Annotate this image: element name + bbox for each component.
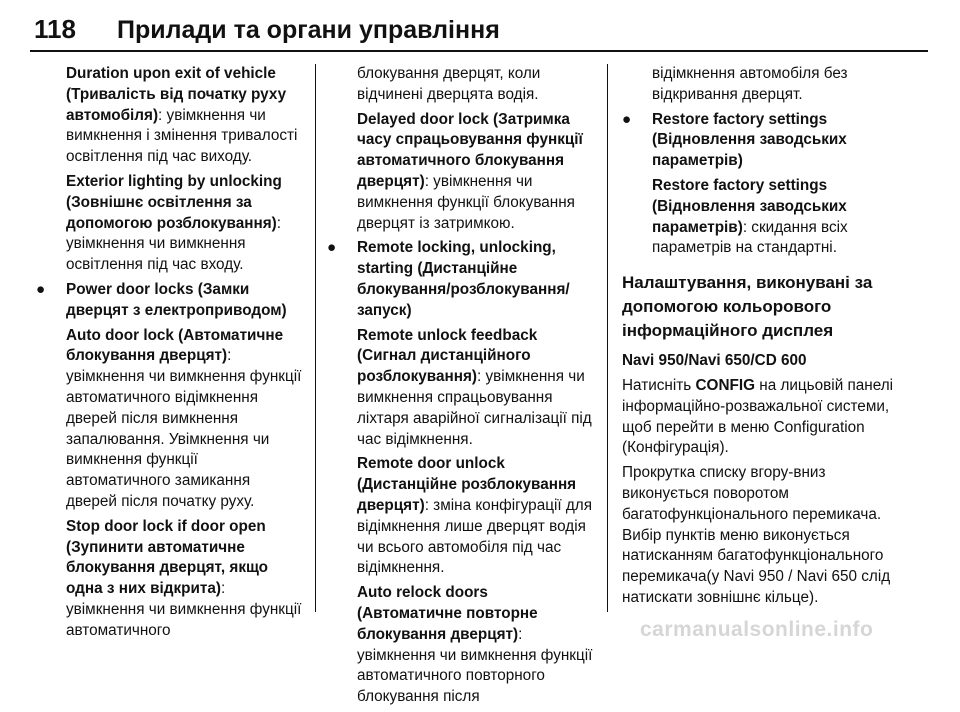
paragraph: відімкнення автомобіля без відкривання дверцят. xyxy=(652,65,848,103)
paragraph: Прокрутка списку вгору-вниз виконується поворотом багатофункціонального перемикача. Вибір пунктів меню виконується натисканням багатофункціонального перемикача(у Navi 950 / Navi 650 слід натискати зовнішнє кільце). xyxy=(622,464,891,606)
term: Remote unlock feedback (Сигнал дистанційного розблокування) xyxy=(357,326,538,386)
page-header xyxy=(0,0,960,52)
term: Remote door unlock (Дистанційне розблокування дверцят) xyxy=(357,455,577,514)
bullet-icon: ● xyxy=(327,239,337,257)
term: Restore factory settings (Відновлення заводських параметрів) xyxy=(652,176,847,236)
paragraph xyxy=(357,326,595,451)
text: на лицьовій панелі інформаційно-розважальної системи, щоб перейти в меню Configuration (Конфігурація). xyxy=(622,376,894,457)
section-heading: Налаштування, виконувані за допомогою кольорового інформаційного дисплея xyxy=(622,273,873,341)
definition: : увімкнення чи вимкнення функції автоматичного xyxy=(66,580,302,639)
column-divider-left xyxy=(315,64,316,612)
bullet-title: Remote locking, unlocking, starting (Дистанційне блокування/розблокування/запуск) xyxy=(357,239,570,319)
paragraph: блокування дверцят, коли відчинені дверцята водія. xyxy=(357,65,541,103)
column-3 xyxy=(622,64,894,613)
paragraph xyxy=(652,176,894,259)
bullet-icon: ● xyxy=(622,110,632,128)
paragraph xyxy=(357,454,595,579)
text: Натисніть xyxy=(622,376,696,394)
paragraph xyxy=(66,517,302,642)
paragraph xyxy=(357,583,595,708)
definition: : увімкнення чи вимкнення і змінення тривалості освітлення під час виходу. xyxy=(66,106,298,166)
paragraph xyxy=(66,172,302,276)
bullet-item xyxy=(622,110,894,172)
page-number: 118 xyxy=(34,14,76,44)
bullet-item xyxy=(327,238,595,321)
definition: : увімкнення чи вимкнення спрацьовування ліхтаря аварійної сигналізації під час відімкнення. xyxy=(357,368,592,448)
paragraph xyxy=(66,64,302,168)
header-rule xyxy=(30,50,928,52)
watermark: carmanualsonline.info xyxy=(640,618,874,641)
paragraph xyxy=(357,110,595,235)
definition: : скидання всіх параметрів на стандартні. xyxy=(652,218,848,257)
paragraph xyxy=(66,326,302,513)
paragraph xyxy=(622,376,894,459)
column-1 xyxy=(36,64,302,646)
bullet-title: Power door locks (Замки дверцят з електроприводом) xyxy=(66,280,287,319)
bullet-icon: ● xyxy=(36,280,46,298)
page-title: Прилади та органи управління xyxy=(117,16,500,44)
definition: : увімкнення чи вимкнення функції автоматичного повторного блокування після xyxy=(357,625,593,706)
term: Duration upon exit of vehicle (Тривалість від початку руху автомобіля) xyxy=(66,65,287,124)
definition: : увімкнення чи вимкнення освітлення під час входу. xyxy=(66,214,281,274)
term: Exterior lighting by unlocking (Зовнішнє освітлення за допомогою розблокування) xyxy=(66,172,282,232)
term: Delayed door lock (Затримка часу спрацьовування функції автоматичного блокування дверцят) xyxy=(357,110,583,190)
column-2 xyxy=(327,64,595,712)
definition: : увімкнення чи вимкнення функції блокування дверцят із затримкою. xyxy=(357,172,575,232)
column-divider-right xyxy=(607,64,608,612)
bullet-item xyxy=(36,280,302,322)
definition: : зміна конфігурації для відімкнення лише дверцят водія чи всього автомобіля під час відімкнення. xyxy=(357,496,592,577)
subheading: Navi 950/Navi 650/CD 600 xyxy=(622,352,807,370)
config-key: CONFIG xyxy=(695,376,755,394)
term: Auto door lock (Автоматичне блокування дверцят) xyxy=(66,326,284,365)
definition: : увімкнення чи вимкнення функції автоматичного відімкнення дверей після вимкнення запалювання. Увімкнення чи вимкнення функції автоматичного замикання дверей після початку руху. xyxy=(66,347,302,510)
term: Stop door lock if door open (Зупинити автоматичне блокування дверцят, якщо одна з них відкрита) xyxy=(66,517,269,598)
term: Auto relock doors (Автоматичне повторне блокування дверцят) xyxy=(357,584,538,643)
bullet-title: Restore factory settings (Відновлення заводських параметрів) xyxy=(652,110,847,170)
